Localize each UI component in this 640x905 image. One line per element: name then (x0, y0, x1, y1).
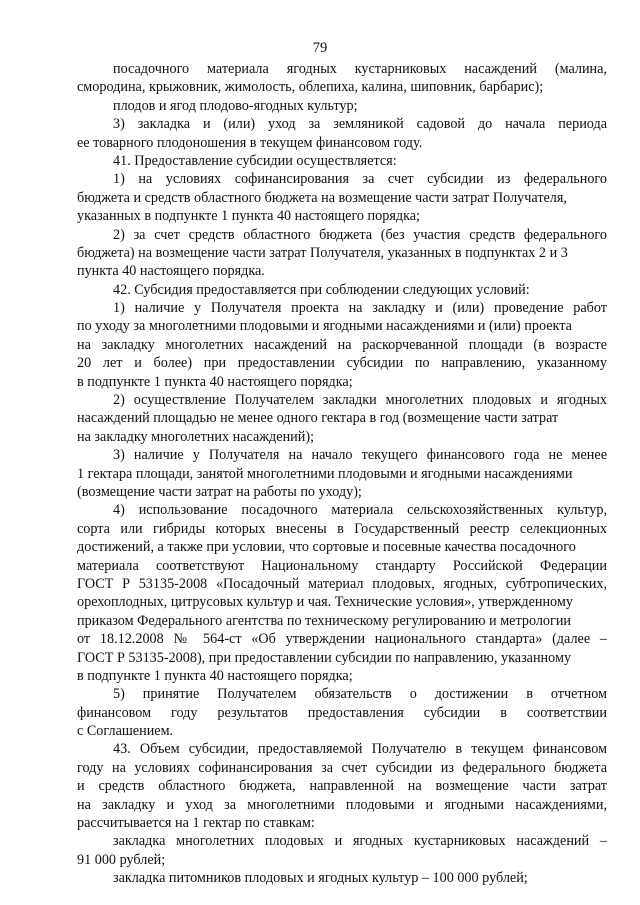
text-line: 2) осуществление Получателем закладки многолетних плодовых и ягодных (113, 392, 607, 409)
text-line: на закладку многолетних насаждений на раскорчеванной площади (в возрасте (77, 336, 607, 353)
text-line: ГОСТ Р 53135-2008 «Посадочный материал плодовых, ягодных, субтропических, (77, 575, 607, 592)
text-line: в подпункте 1 пункта 40 настоящего порядка; (77, 373, 353, 390)
text-line: закладка питомников плодовых и ягодных культур – 100 000 рублей; (113, 870, 528, 887)
text-line: на закладку многолетних насаждений); (77, 428, 315, 445)
text-line: году на условиях софинансирования за счет субсидии из федерального бюджета (77, 759, 607, 776)
page-number: 79 (312, 40, 328, 56)
text-line: и средств областного бюджета, направленной на возмещение части затрат (77, 778, 607, 795)
text-line: 4) использование посадочного материала сельскохозяйственных культур, (113, 502, 607, 519)
text-line: 20 лет и более) при предоставлении субсидии по направлению, указанному (77, 355, 607, 372)
text-line: орехоплодных, цитрусовых культур и чая. Технические условия», утвержденному (77, 594, 573, 611)
text-line: 3) закладка и (или) уход за земляникой садовой до начала периода (113, 116, 607, 133)
text-line: 42. Субсидия предоставляется при соблюдении следующих условий: (113, 281, 530, 298)
text-line: 91 000 рублей; (77, 851, 166, 868)
text-line: сорта или гибриды которых внесены в Государственный реестр селекционных (77, 520, 607, 537)
text-line: смородина, крыжовник, жимолость, облепиха, калина, шиповник, барбарис); (77, 79, 544, 96)
text-line: плодов и ягод плодово-ягодных культур; (113, 97, 358, 114)
text-line: посадочного материала ягодных кустарниковых насаждений (малина, (113, 61, 607, 77)
text-line: достижений, а также при условии, что сортовые и посевные качества посадочного (77, 539, 576, 556)
text-line: рассчитывается на 1 гектар по ставкам: (77, 815, 315, 832)
text-line: бюджета и средств областного бюджета на возмещение части затрат Получателя, (77, 189, 567, 206)
text-line: на закладку и уход за многолетними плодовыми и ягодными насаждениями, (77, 796, 607, 813)
text-line: в подпункте 1 пункта 40 настоящего порядка; (77, 667, 353, 684)
text-line: 3) наличие у Получателя на начало текущего финансового года не менее (113, 447, 607, 464)
text-line: 1) наличие у Получателя проекта на закладку и (или) проведение работ (113, 300, 607, 317)
text-line: ее товарного плодоношения в текущем финансовом году. (77, 134, 423, 151)
text-line: 5) принятие Получателем обязательств о достижении в отчетном (113, 686, 607, 703)
text-line: указанных в подпункте 1 пункта 40 настоящего порядка; (77, 208, 420, 225)
text-line: 1) на условиях софинансирования за счет субсидии из федерального (113, 171, 607, 188)
text-line: насаждений площадью не менее одного гектара в год (возмещение части затрат (77, 410, 559, 427)
text-line: 43. Объем субсидии, предоставляемой Получателю в текущем финансовом (113, 741, 607, 758)
text-line: бюджета) на возмещение части затрат Получателя, указанных в подпунктах 2 и 3 (77, 244, 568, 261)
text-line: от 18.12.2008 № 564-ст «Об утверждении национального стандарта» (далее – (77, 631, 607, 648)
text-line: приказом Федерального агентства по техническому регулированию и метрологии (77, 612, 572, 629)
text-line: закладка многолетних плодовых и ягодных кустарниковых насаждений – (113, 833, 607, 850)
text-line: 41. Предоставление субсидии осуществляется: (113, 152, 397, 169)
text-line: (возмещение части затрат на работы по уходу); (77, 483, 362, 500)
text-line: материала соответствуют Национальному стандарту Российской Федерации (77, 557, 607, 574)
text-line: с Соглашением. (77, 723, 174, 740)
text-line: 1 гектара площади, занятой многолетними плодовыми и ягодными насаждениями (77, 465, 573, 482)
document-body (77, 60, 607, 888)
text-line: пункта 40 настоящего порядка. (77, 263, 265, 280)
text-line: ГОСТ Р 53135-2008), при предоставлении субсидии по направлению, указанному (77, 649, 572, 666)
text-line: по уходу за многолетними плодовыми и ягодными насаждениями и (или) проекта (77, 318, 572, 335)
text-line: финансовом году результатов предоставления субсидии в соответствии (77, 704, 607, 721)
text-line: 2) за счет средств областного бюджета (без участия средств федерального (113, 226, 607, 243)
